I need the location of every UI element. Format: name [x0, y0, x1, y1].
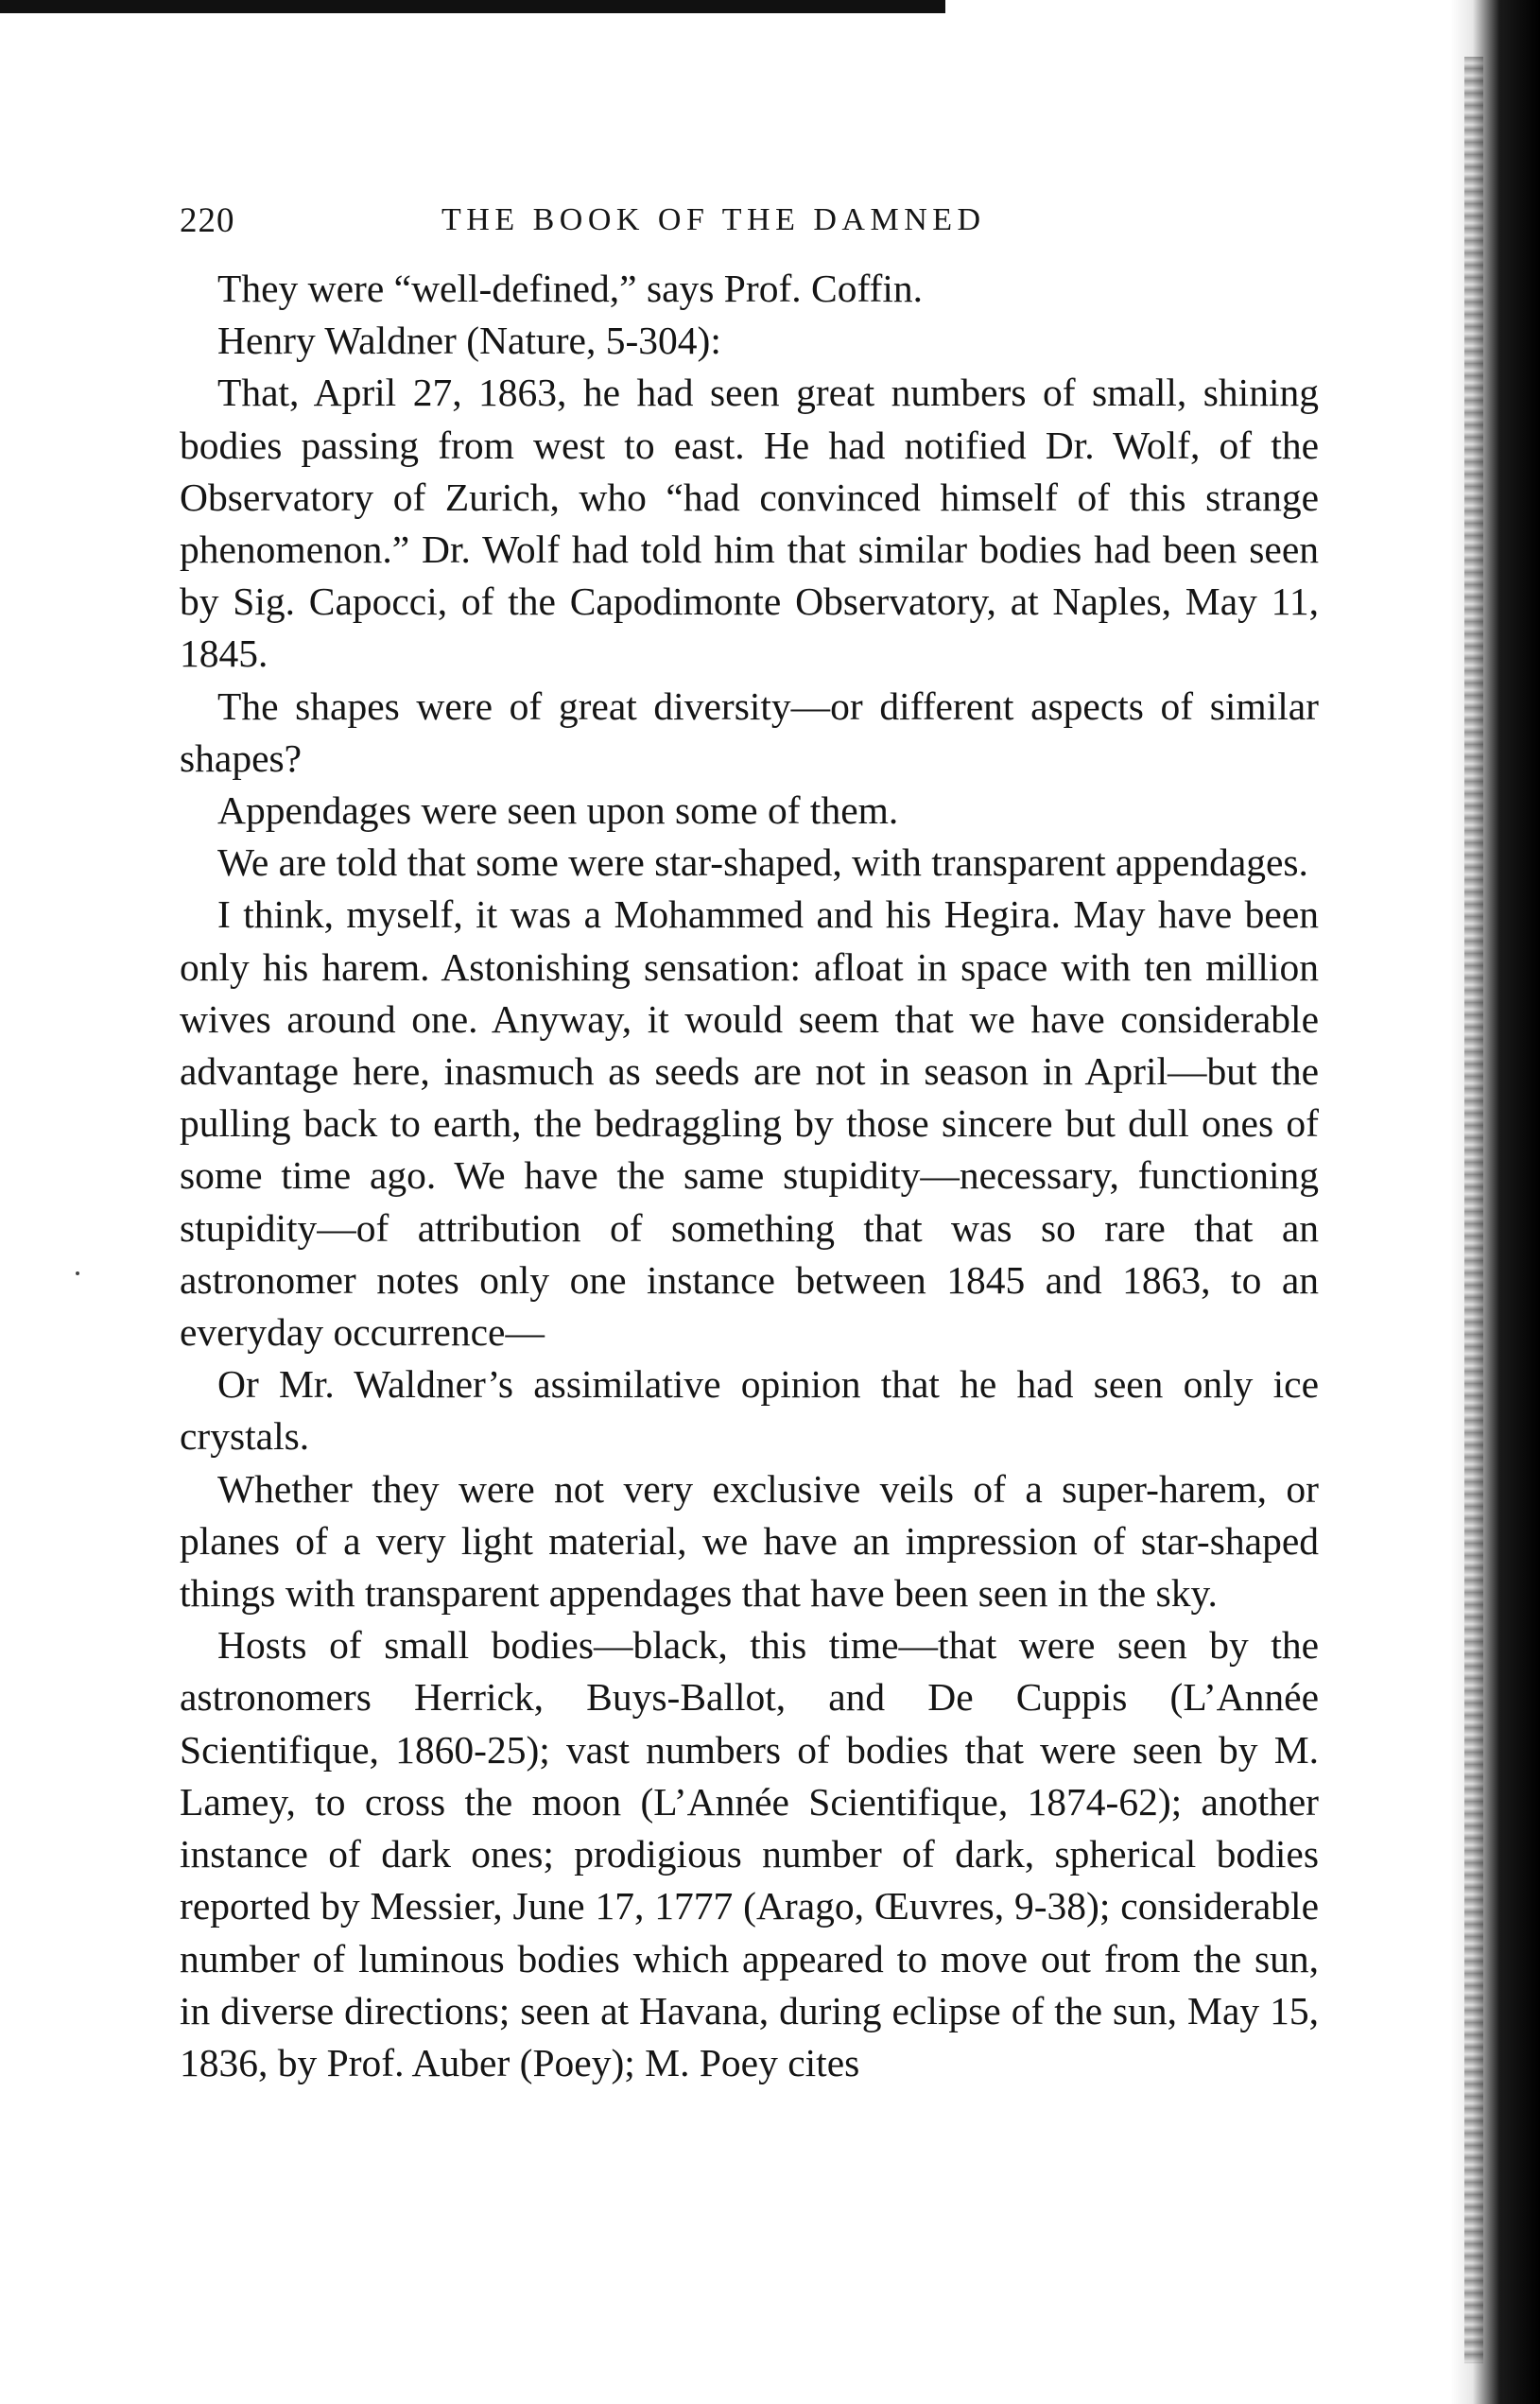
page-gutter-streak [1464, 57, 1483, 2363]
paragraph: The shapes were of great diversity—or different aspects of similar shapes? [180, 683, 1319, 780]
paragraph: I think, myself, it was a Mohammed and his Hegira. May have been only his harem. Astonishing sensation: afloat in space with ten million wives around one. Anyway, it would seem that we have considerable advantage here, inasmuch as seeds are not in season in April—but the pulling back to earth, the bedraggling by those sincere but dull ones of some time ago. We have the same stupidity—necessary, functioning stupidity—of attribution of something that was so rare that an astronomer notes only one instance between 1845 and 1863, to an everyday occurrence— [180, 892, 1319, 1355]
scan-speck [76, 1271, 79, 1275]
running-title: THE BOOK OF THE DAMNED [441, 202, 986, 237]
scan-top-edge [0, 0, 945, 13]
paragraph: Or Mr. Waldner’s assimilative opinion that he had seen only ice crystals. [180, 1362, 1319, 1459]
paragraph: Hosts of small bodies—black, this time—that were seen by the astronomers Herrick, Buys-Ballot, and De Cuppis (L’Année Scientifique, 1860-25); vast numbers of bodies that were seen by M. Lamey, to cross the moon (L’Année Scientifique, 1874-62); another instance of dark ones; prodigious number of dark, spherical bodies reported by Messier, June 17, 1777 (Arago, Œuvres, 9-38); considerable number of luminous bodies which appeared to move out from the sun, in diverse directions; seen at Havana, during eclipse of the sun, May 15, 1836, by Prof. Auber (Poey); M. Poey cites [180, 1623, 1319, 2084]
body-text [180, 263, 1319, 2089]
page-header [180, 200, 1314, 257]
paragraph: They were “well-defined,” says Prof. Coffin. [217, 267, 923, 310]
page-number: 220 [180, 201, 235, 240]
paragraph: Henry Waldner (Nature, 5-304): [217, 319, 721, 363]
paragraph: Appendages were seen upon some of them. [217, 788, 899, 833]
paragraph: Whether they were not very exclusive veils of a super-harem, or planes of a very light material, we have an impression of star-shaped things with transparent appendages that have been seen in the sky. [180, 1466, 1319, 1616]
paragraph: We are told that some were star-shaped, with transparent appendages. [217, 840, 1308, 885]
paragraph: That, April 27, 1863, he had seen great numbers of small, shining bodies passing from west to east. He had notified Dr. Wolf, of the Observatory of Zurich, who “had convinced himself of this strange phenomenon.” Dr. Wolf had told him that similar bodies had been seen by Sig. Capocci, of the Capodimonte Observatory, at Naples, May 11, 1845. [180, 371, 1319, 676]
